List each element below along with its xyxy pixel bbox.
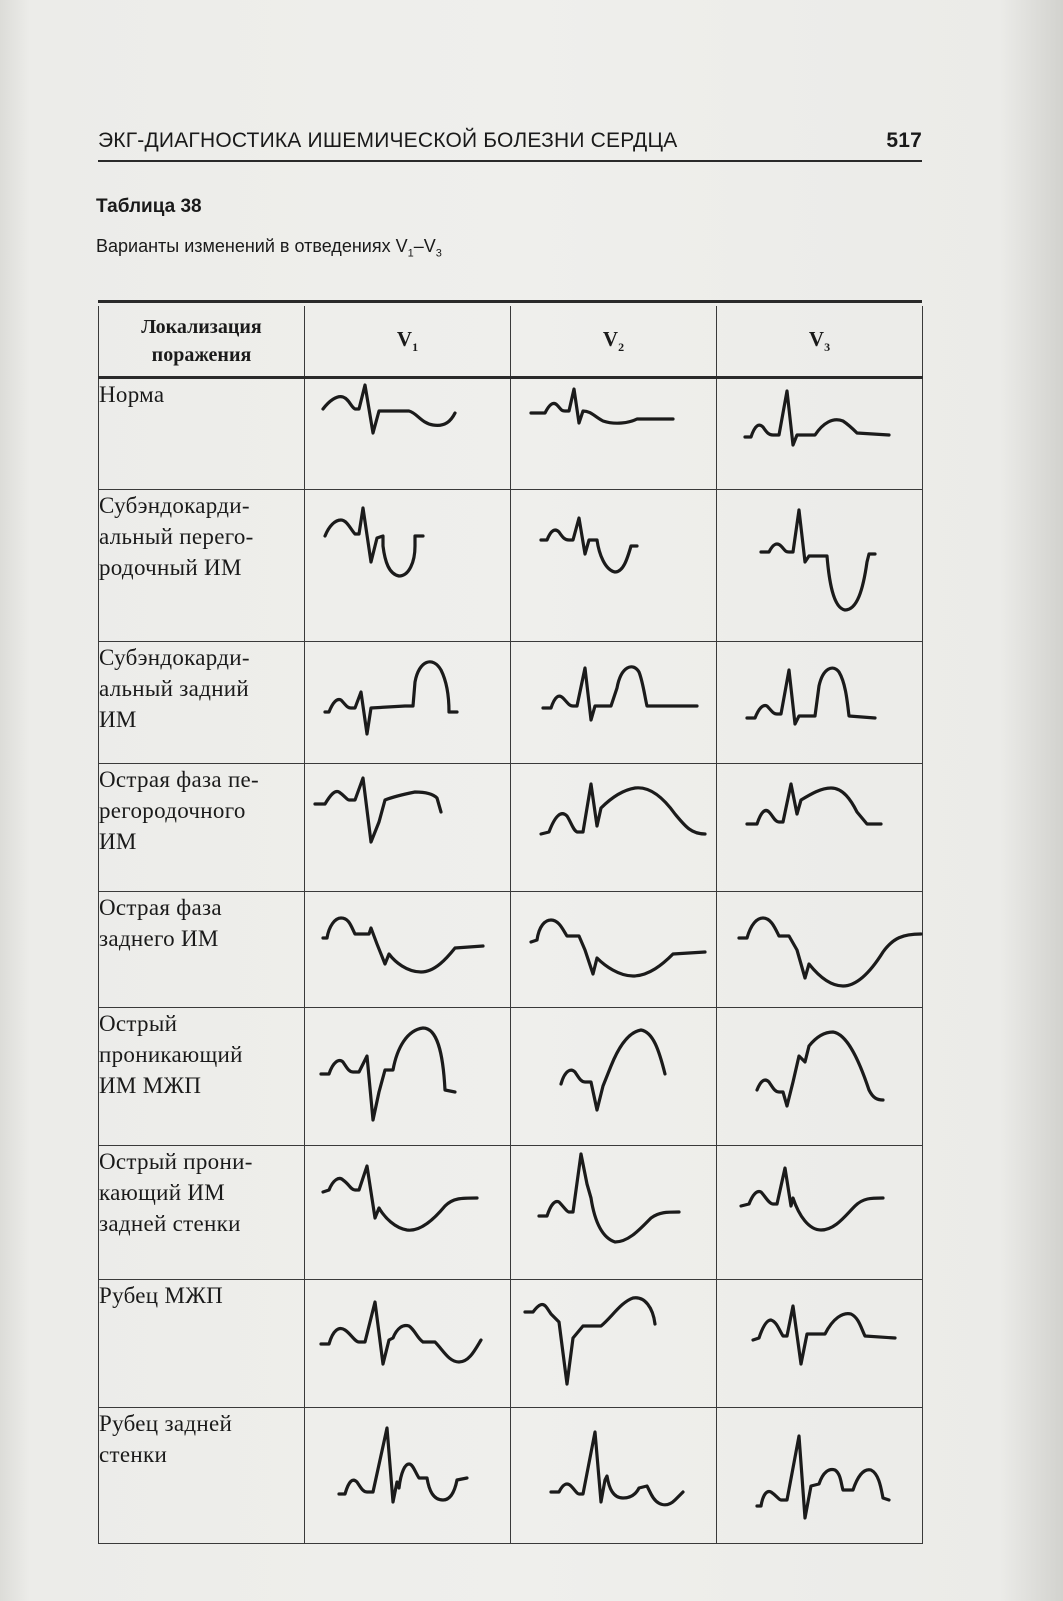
ecg-cell-v1 <box>305 1408 511 1544</box>
ecg-trace <box>761 510 875 610</box>
ecg-waveform <box>305 1008 511 1146</box>
ecg-cell-v1 <box>305 1008 511 1146</box>
caption-sub-3: 3 <box>435 247 442 260</box>
row-label: Субэндокарди- альный задний ИМ <box>99 642 305 764</box>
ecg-cell-v1 <box>305 764 511 892</box>
caption-dash: –V <box>413 236 436 256</box>
ecg-cell-v3 <box>717 764 923 892</box>
ecg-cell-v3 <box>717 1280 923 1408</box>
ecg-cell-v2 <box>511 892 717 1008</box>
ecg-waveform <box>511 1008 717 1146</box>
table-header-row <box>99 306 923 378</box>
ecg-variants-table <box>98 306 923 1544</box>
header-location: Локализация поражения <box>99 306 305 378</box>
table-row <box>99 642 923 764</box>
ecg-cell-v2 <box>511 1408 717 1544</box>
ecg-trace <box>531 920 705 976</box>
lead-letter: V <box>602 326 619 351</box>
ecg-trace <box>323 385 455 433</box>
ecg-trace <box>539 1154 679 1242</box>
ecg-waveform <box>511 892 717 1008</box>
ecg-trace <box>741 1168 883 1230</box>
ecg-trace <box>525 1298 655 1384</box>
ecg-trace <box>543 667 697 720</box>
row-label: Острая фаза пе- регородочного ИМ <box>99 764 305 892</box>
ecg-cell-v3 <box>717 1008 923 1146</box>
header-lead-v1 <box>305 306 511 378</box>
ecg-trace <box>551 1432 683 1505</box>
lead-sub: 1 <box>412 340 419 355</box>
table-row <box>99 764 923 892</box>
ecg-cell-v2 <box>511 1008 717 1146</box>
ecg-waveform <box>717 1008 923 1146</box>
ecg-trace <box>315 778 441 842</box>
table-row <box>99 1280 923 1408</box>
ecg-waveform <box>717 1146 923 1280</box>
lead-letter: V <box>808 326 825 351</box>
ecg-waveform <box>305 1408 511 1544</box>
ecg-cell-v1 <box>305 490 511 642</box>
table-row <box>99 1008 923 1146</box>
ecg-trace <box>321 1028 455 1120</box>
caption-sub-1: 1 <box>407 247 414 260</box>
ecg-waveform <box>717 490 923 642</box>
lead-letter: V <box>396 326 413 351</box>
ecg-waveform <box>717 892 923 1008</box>
ecg-trace <box>323 1166 477 1230</box>
header-lead-v3 <box>717 306 923 378</box>
header-lead-v2 <box>511 306 717 378</box>
ecg-cell-v3 <box>717 1408 923 1544</box>
ecg-waveform <box>717 1408 923 1544</box>
ecg-cell-v1 <box>305 642 511 764</box>
ecg-waveform <box>511 1280 717 1408</box>
running-head <box>98 126 922 162</box>
ecg-cell-v3 <box>717 642 923 764</box>
row-label: Острый проникающий ИМ МЖП <box>99 1008 305 1146</box>
ecg-cell-v2 <box>511 1280 717 1408</box>
row-label: Субэндокарди- альный перего- родочный ИМ <box>99 490 305 642</box>
ecg-waveform <box>305 379 511 491</box>
ecg-waveform <box>511 490 717 642</box>
ecg-cell-v2 <box>511 1146 717 1280</box>
ecg-cell-v1 <box>305 378 511 490</box>
ecg-waveform <box>305 892 511 1008</box>
ecg-trace <box>321 1302 481 1364</box>
ecg-trace <box>339 1428 467 1502</box>
ecg-cell-v2 <box>511 764 717 892</box>
ecg-cell-v3 <box>717 490 923 642</box>
ecg-waveform <box>717 764 923 892</box>
table-label: Таблица 38 <box>96 196 202 217</box>
ecg-waveform <box>305 764 511 892</box>
row-label: Норма <box>99 378 305 490</box>
ecg-trace <box>325 662 457 734</box>
running-head-title: ЭКГ-ДИАГНОСТИКА ИШЕМИЧЕСКОЙ БОЛЕЗНИ СЕРДЦА <box>98 129 678 152</box>
row-label: Рубец МЖП <box>99 1280 305 1408</box>
row-label: Острая фаза заднего ИМ <box>99 892 305 1008</box>
ecg-waveform <box>305 642 511 764</box>
table-top-rule <box>98 300 922 303</box>
ecg-trace <box>757 1436 889 1518</box>
ecg-waveform <box>511 1146 717 1280</box>
table-row <box>99 490 923 642</box>
ecg-trace <box>531 389 673 423</box>
ecg-waveform <box>717 379 923 491</box>
ecg-cell-v1 <box>305 1146 511 1280</box>
ecg-waveform <box>305 1280 511 1408</box>
ecg-cell-v1 <box>305 1280 511 1408</box>
ecg-trace <box>757 1032 883 1106</box>
page-number: 517 <box>886 129 922 152</box>
ecg-trace <box>541 518 637 572</box>
table-row <box>99 378 923 490</box>
ecg-trace <box>541 784 705 834</box>
ecg-trace <box>747 668 875 724</box>
ecg-trace <box>739 918 921 986</box>
ecg-trace <box>323 918 483 972</box>
ecg-cell-v3 <box>717 892 923 1008</box>
ecg-cell-v1 <box>305 892 511 1008</box>
row-label: Рубец задней стенки <box>99 1408 305 1544</box>
ecg-waveform <box>511 379 717 491</box>
ecg-trace <box>561 1030 665 1110</box>
ecg-cell-v2 <box>511 490 717 642</box>
lead-sub: 3 <box>824 340 831 355</box>
row-label: Острый прони- кающий ИМ задней стенки <box>99 1146 305 1280</box>
ecg-waveform <box>511 1408 717 1544</box>
ecg-cell-v2 <box>511 642 717 764</box>
ecg-trace <box>325 508 423 576</box>
table-row <box>99 1408 923 1544</box>
ecg-cell-v3 <box>717 378 923 490</box>
ecg-waveform <box>717 1280 923 1408</box>
ecg-trace <box>745 391 889 445</box>
table-row <box>99 892 923 1008</box>
ecg-cell-v3 <box>717 1146 923 1280</box>
ecg-waveform <box>511 642 717 764</box>
ecg-waveform <box>305 1146 511 1280</box>
ecg-waveform <box>511 764 717 892</box>
ecg-trace <box>753 1306 895 1364</box>
lead-sub: 2 <box>618 340 625 355</box>
table-caption <box>96 236 442 260</box>
caption-prefix: Варианты изменений в отведениях V <box>96 236 408 256</box>
ecg-trace <box>747 784 881 824</box>
ecg-cell-v2 <box>511 378 717 490</box>
table-row <box>99 1146 923 1280</box>
ecg-waveform <box>717 642 923 764</box>
ecg-waveform <box>305 490 511 642</box>
